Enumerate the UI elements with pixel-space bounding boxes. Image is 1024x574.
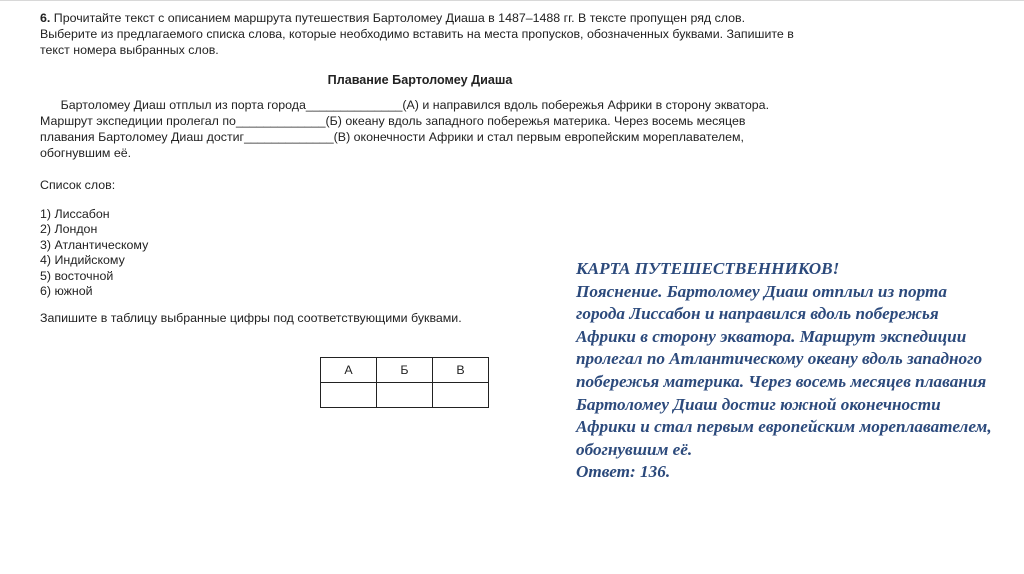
list-item: 5) восточной bbox=[40, 268, 114, 283]
list-item: 4) Индийскому bbox=[40, 253, 125, 268]
blank-a: ______________ bbox=[305, 98, 403, 112]
answer-text: Пояснение. Бартоломеу Диаш отплыл из порта города Лиссабон и направился вдоль побережья Африки в сторону экватора. Маршрут экспедиции пролегал по Атлантическому океану вдоль западного побережья материка. Через восемь месяцев плавания Бартоломеу Диаш достиг южной оконечности Африки и стал первым европейским мореплавателем, обогнувшим её. bbox=[576, 281, 992, 459]
task-intro bbox=[40, 10, 800, 58]
top-border bbox=[0, 0, 1024, 1]
table-answer-row bbox=[321, 383, 489, 408]
blank-b: _____________ bbox=[235, 114, 326, 128]
list-item: 1) Лиссабон bbox=[40, 207, 110, 221]
blank-c: _____________ bbox=[244, 130, 334, 144]
answer-cell-a[interactable] bbox=[321, 383, 377, 408]
list-item: 3) Атлантическому bbox=[40, 237, 149, 252]
instruction: Запишите в таблицу выбранные цифры под соответствующими буквами. bbox=[40, 311, 462, 326]
answer-explanation bbox=[576, 258, 996, 484]
passage-part-2: (А) и направился вдоль побережья Африки в сторону экватора. Маршрут экспедиции пролегал по bbox=[40, 98, 770, 128]
task-number: 6. bbox=[40, 11, 51, 25]
header-a: А bbox=[321, 358, 377, 383]
list-item: 6) южной bbox=[40, 283, 93, 298]
header-b: Б bbox=[377, 358, 433, 383]
answer-table bbox=[320, 357, 489, 408]
answer-result: Ответ: 136. bbox=[576, 462, 671, 482]
header-c: В bbox=[433, 358, 489, 383]
list-heading: Список слов: bbox=[40, 178, 116, 192]
answer-cell-c[interactable] bbox=[433, 383, 489, 408]
answer-cell-b[interactable] bbox=[377, 383, 433, 408]
passage-text bbox=[40, 97, 800, 161]
passage-part-3: (Б) океану вдоль западного побережья материка. Через восемь месяцев плавания Бартоломеу Диаш достиг bbox=[40, 114, 746, 144]
passage-part-1: Бартоломеу Диаш отплыл из порта города bbox=[60, 98, 306, 112]
list-item: 2) Лондон bbox=[40, 222, 98, 237]
passage-part-4: (В) оконечности Африки и стал первым европейским мореплавателем, обогнувшим её. bbox=[40, 130, 744, 160]
passage-title: Плавание Бартоломеу Диаша bbox=[327, 73, 513, 87]
task-intro-text: Прочитайте текст с описанием маршрута путешествия Бартоломеу Диаша в 1487–1488 гг. В тексте пропущен ряд слов. Выберите из предлагаемого списка слова, которые необходимо вставить на места пропусков, обозначенных буквами. Запишите в текст номера выбранных слов. bbox=[40, 11, 794, 57]
answer-heading: КАРТА ПУТЕШЕСТВЕННИКОВ! bbox=[576, 259, 840, 278]
table-header-row bbox=[321, 358, 489, 383]
